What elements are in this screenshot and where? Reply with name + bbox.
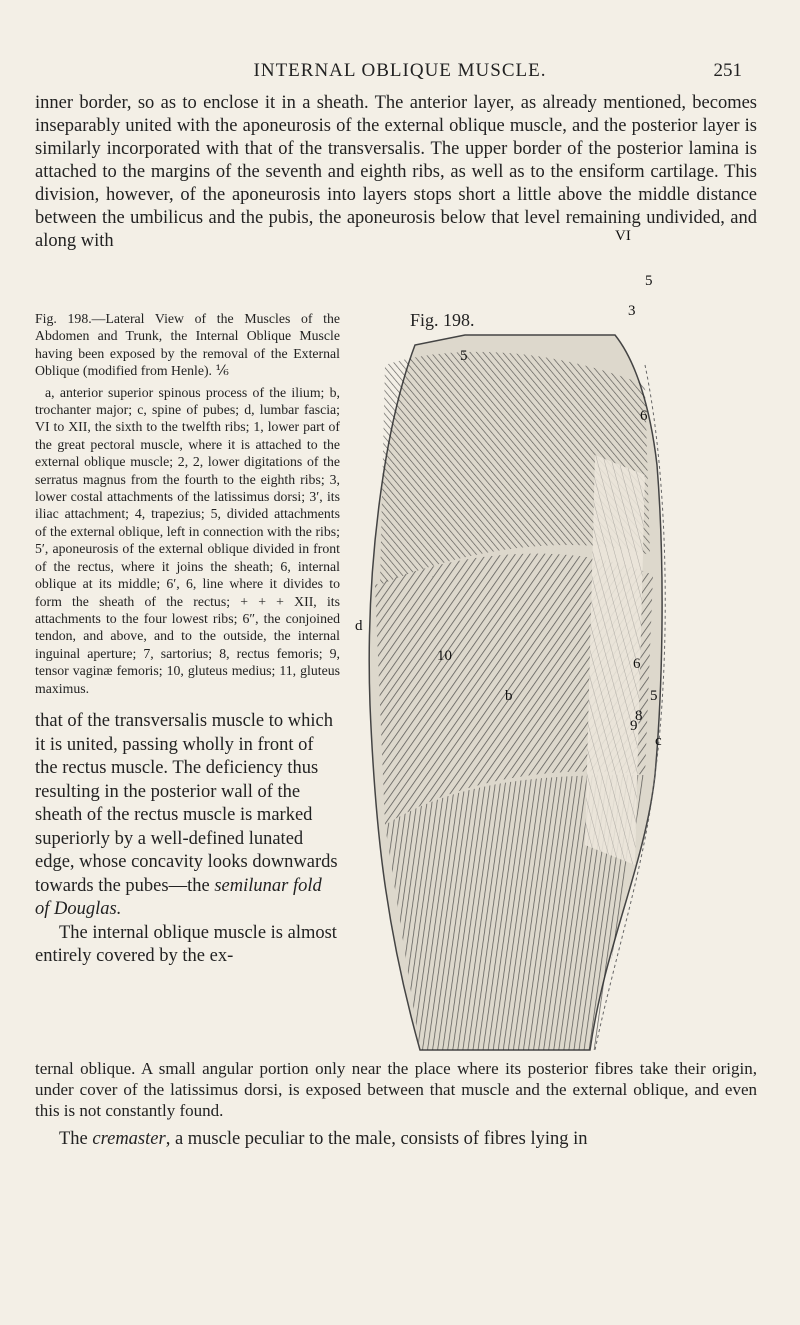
figure-letter-label: 5 [650, 688, 658, 704]
caption-body: a, anterior superior spinous process of the ilium; b, trochanter major; c, spine of pubes; d, lumbar fascia; VI to XII, the sixth to the twelfth ribs; 1, lower part of the great pectoral muscle, where it is attached to the external oblique muscle; 2, 2, lower digitations of the serratus magnus from the fourth to the eighth ribs; 3, lower costal attachments of the latissimus dorsi; 3′, its iliac attachment; 4, trapezius; 5, divided attachments of the external oblique, left in connection with the ribs; 5′, aponeurosis of the external oblique divided in front of the rectus, where it joins the sheath; 6, internal oblique at its middle; 6′, 6, line where it divides to form the sheath of the rectus; + + + XII, its attachments to the four lowest ribs; 6″, the conjoined tendon, and above, and to the outside, the internal inguinal aperture; 7, sartorius; 8, rectus femoris; 9, tensor vaginæ femoris; 10, gluteus medius; 11, gluteus maximus. [35, 384, 340, 696]
page-number: 251 [713, 60, 742, 81]
last-paragraph [35, 1128, 757, 1151]
last-paragraph-rest: , a muscle peculiar to the male, consists of fibres lying in [165, 1129, 588, 1149]
side-paragraph-2: The internal oblique muscle is almost entirely covered by the ex- [35, 922, 337, 966]
figure-letter-label: 10 [437, 648, 452, 664]
caption-heading: Fig. 198.—Lateral View of the Muscles of the Abdomen and Trunk, the Internal Oblique Muscle having been exposed by the removal of the External Oblique (modified from Henle). ⅙ [35, 311, 340, 379]
figure-letter-label: 9 [630, 718, 638, 734]
anatomical-illustration [345, 228, 675, 1060]
figure-caption [35, 310, 340, 697]
running-head [0, 60, 800, 86]
figure-letter-label: 8 [635, 708, 643, 724]
top-paragraph: inner border, so as to enclose it in a sheath. The anterior layer, as already mentioned, becomes inseparably united with the aponeurosis of the external oblique muscle, and the posterior layer is similarly incorporated with that of the transversalis. The upper border of the posterior lamina is attached to the margins of the seventh and eighth ribs, as well as to the ensiform cartilage. This division, however, of the aponeurosis into layers stops short a little above the middle distance between the umbilicus and the pubis, the aponeurosis below that level remaining undivided, and along with [35, 93, 757, 251]
figure-letter-label: VI [615, 228, 631, 244]
semilunar-fold-term: semilunar fold of Douglas. [35, 875, 322, 919]
figure-letter-label: 6 [640, 408, 648, 424]
muscle-engraving [345, 228, 675, 1060]
figure-letter-label: 3 [628, 303, 636, 319]
side-paragraphs [35, 710, 340, 969]
figure-letter-label: b [505, 688, 513, 704]
side-paragraph-1 [35, 710, 340, 922]
side-paragraph-1-text: that of the transversalis muscle to which it is united, passing wholly in front of the rectus muscle. The deficiency thus resulting in the posterior wall of the sheath of the rectus muscle is marked superiorly by a well-defined lunated edge, whose concavity looks downwards towards the pubes—the [35, 711, 338, 896]
last-paragraph-start: The [59, 1129, 93, 1149]
figure-label: Fig. 198. [410, 310, 475, 330]
cremaster-term: cremaster [92, 1129, 166, 1149]
figure-letter-label: c [655, 733, 662, 749]
bottom-paragraph: ternal oblique. A small angular portion only near the place where its posterior fibres take their origin, under cover of the latissimus dorsi, is exposed between that muscle and the external oblique, and even this is not constantly found. [35, 1059, 757, 1120]
page-title: INTERNAL OBLIQUE MUSCLE. [253, 60, 547, 81]
figure-letter-label: d [355, 618, 363, 634]
figure-letter-label: 5 [645, 273, 653, 289]
figure-letter-label: 5 [460, 348, 468, 364]
figure-letter-label: 6 [633, 656, 641, 672]
